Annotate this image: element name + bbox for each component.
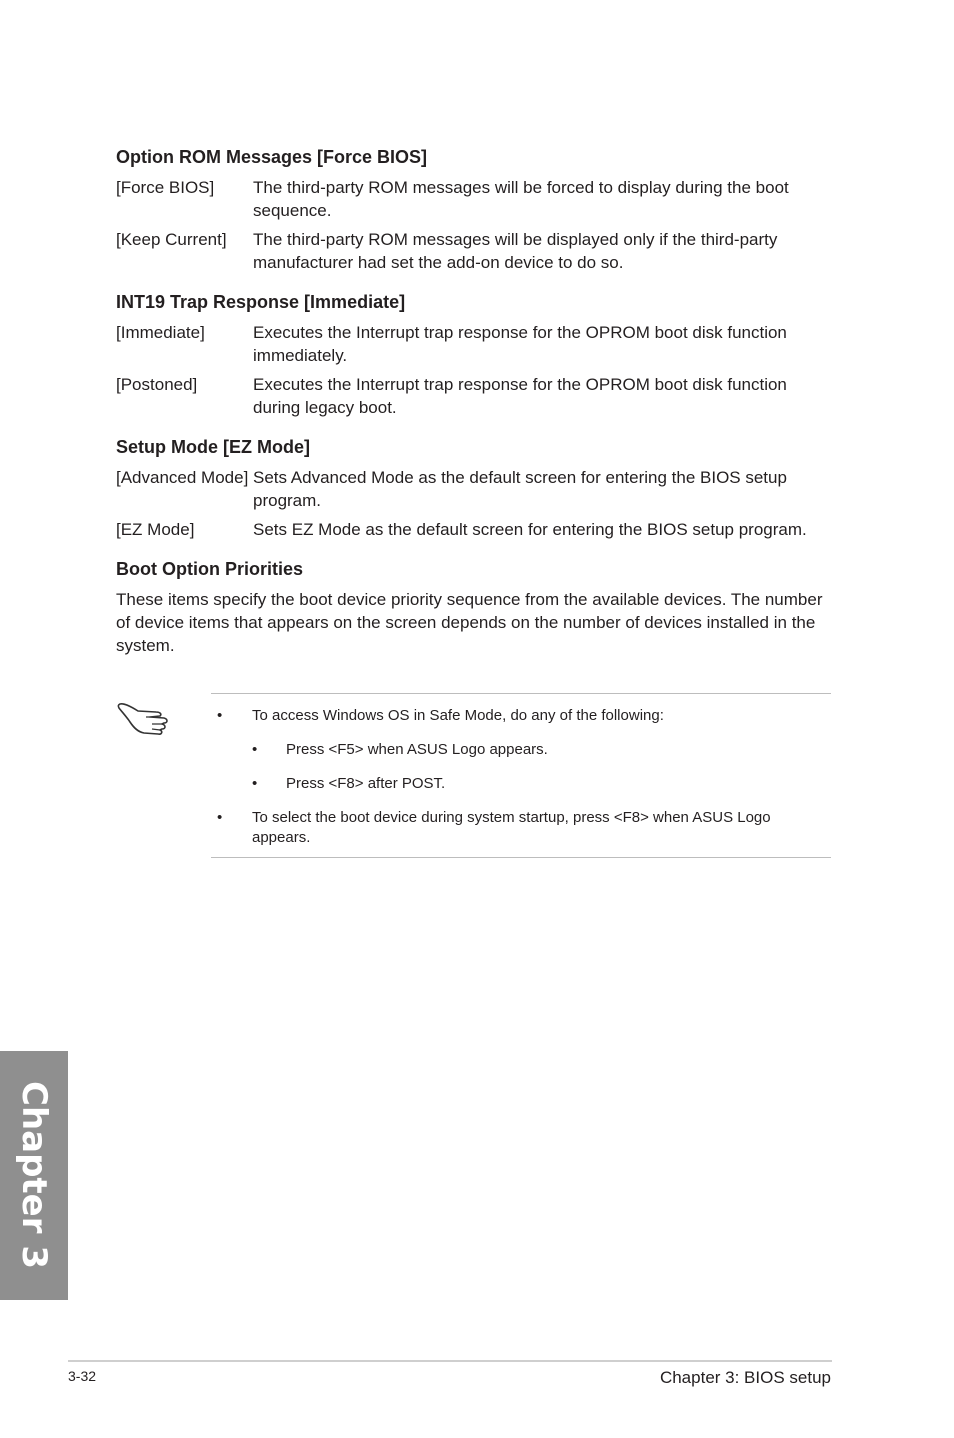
bullet: • [252, 741, 258, 758]
section-option-rom [116, 146, 832, 274]
section-heading: Setup Mode [EZ Mode] [116, 437, 310, 457]
section-setup-mode [116, 436, 832, 541]
option-desc: Executes the Interrupt trap response for the OPROM boot disk function immediately. [253, 323, 787, 365]
option-desc: The third-party ROM messages will be forced to display during the boot sequence. [253, 178, 789, 220]
section-int19 [116, 291, 832, 419]
note-text: Press <F5> when ASUS Logo appears. [286, 741, 548, 758]
option-key: [Force BIOS] [116, 178, 215, 197]
option-row [116, 373, 832, 419]
bullet: • [252, 775, 258, 792]
option-key: [Keep Current] [116, 230, 227, 249]
note-subitem [211, 740, 831, 760]
option-key: [Postoned] [116, 375, 198, 394]
option-desc: The third-party ROM messages will be displayed only if the third-party manufacturer had set the add-on device to do so. [253, 230, 778, 272]
note-text: To select the boot device during system startup, press <F8> when ASUS Logo appears. [252, 809, 771, 846]
note-text: To access Windows OS in Safe Mode, do any of the following: [252, 707, 664, 724]
note-subitem [211, 774, 831, 794]
option-row [116, 518, 832, 541]
option-key: [Immediate] [116, 323, 205, 342]
option-desc: Executes the Interrupt trap response for the OPROM boot disk function during legacy boot. [253, 375, 787, 417]
chapter-tab [0, 1051, 68, 1300]
note-item [211, 808, 831, 848]
note-item [211, 706, 831, 726]
option-row [116, 228, 832, 274]
section-heading: INT19 Trap Response [Immediate] [116, 292, 406, 312]
note-text: Press <F8> after POST. [286, 775, 446, 792]
section-heading: Option ROM Messages [Force BIOS] [116, 147, 428, 167]
footer-divider [68, 1360, 832, 1362]
option-desc: Sets Advanced Mode as the default screen for entering the BIOS setup program. [253, 468, 787, 510]
option-row [116, 176, 832, 222]
section-heading: Boot Option Priorities [116, 559, 303, 579]
section-paragraph: These items specify the boot device priority sequence from the available devices. The number of device items that appears on the screen depends on the number of devices installed in the system. [116, 590, 823, 655]
pointing-hand-icon [116, 694, 174, 736]
page-content [116, 146, 832, 674]
page-number: 3-32 [68, 1368, 97, 1384]
option-key: [Advanced Mode] [116, 468, 249, 487]
option-key: [EZ Mode] [116, 520, 195, 539]
section-boot-priorities [116, 558, 832, 657]
bullet: • [217, 809, 223, 826]
bullet: • [217, 707, 223, 724]
option-row [116, 321, 832, 367]
note-box [211, 693, 831, 858]
option-desc: Sets EZ Mode as the default screen for entering the BIOS setup program. [253, 520, 807, 539]
footer-chapter-title: Chapter 3: BIOS setup [659, 1368, 831, 1387]
chapter-tab-label: Chapter 3 [14, 1080, 54, 1270]
option-row [116, 466, 832, 512]
